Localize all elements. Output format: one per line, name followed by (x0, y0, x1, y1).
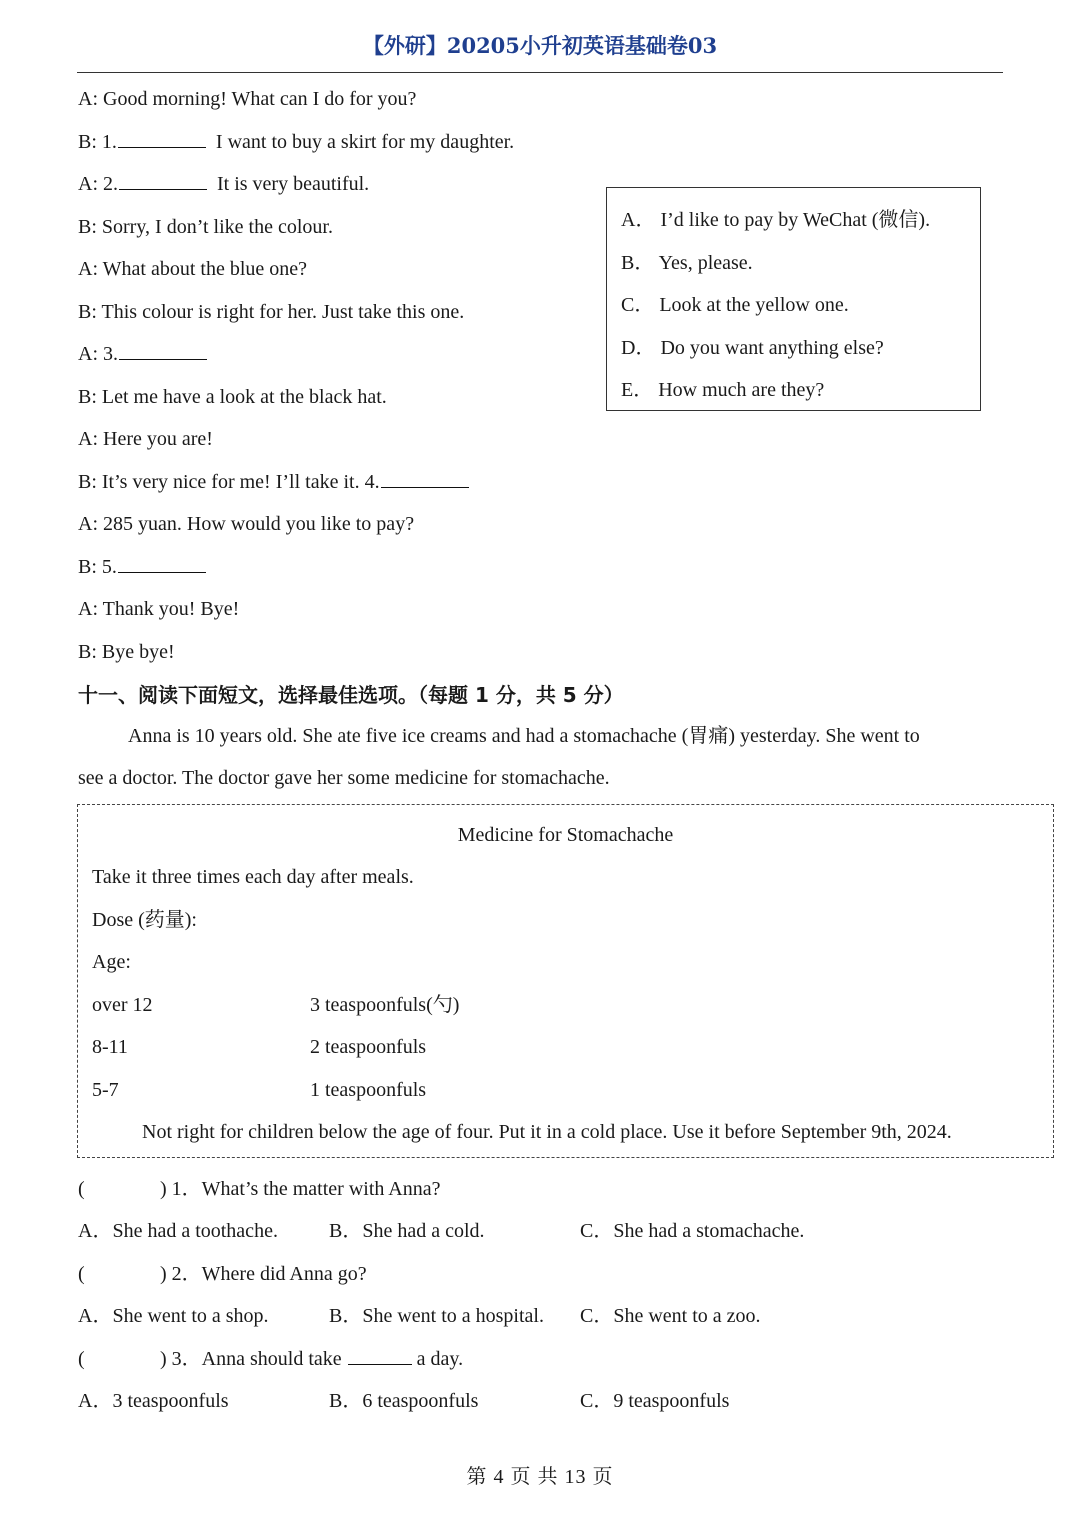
medicine-label-box (77, 804, 1054, 1158)
page-number: 第 4 页 共 13 页 (466, 1466, 614, 1488)
question-blank[interactable] (348, 1346, 412, 1365)
dialogue-line (78, 171, 369, 197)
dose-row-age: 8-11 (92, 1036, 128, 1058)
choice-c[interactable]: C．9 teaspoonfuls (580, 1390, 730, 1412)
dialogue-text: A: Thank you! Bye! (78, 598, 240, 620)
dialogue-text: A: Good morning! What can I do for you? (78, 88, 417, 110)
option-e (621, 373, 824, 402)
option-c (621, 288, 849, 317)
choice-a[interactable]: A．3 teaspoonfuls (78, 1390, 229, 1412)
answer-blank-4[interactable] (381, 469, 469, 488)
dialogue-line (78, 129, 514, 155)
medicine-note: Not right for children below the age of four. Put it in a cold place. Use it before September 9th, 2024. (142, 1121, 952, 1143)
medicine-instruction: Take it three times each day after meals. (92, 866, 414, 888)
dialogue-line (78, 426, 213, 452)
question-stem: ) 3．Anna should take (160, 1348, 342, 1370)
dose-row-amount: 3 teaspoonfuls(勺) (310, 994, 460, 1016)
dose-row-age: 5-7 (92, 1079, 119, 1101)
option-text: Do you want anything else? (660, 337, 884, 359)
dialogue-text: A: What about the blue one? (78, 258, 308, 280)
option-b (621, 246, 753, 275)
passage-line-2: see a doctor. The doctor gave her some medicine for stomachache. (78, 767, 610, 789)
option-letter: C． (621, 294, 655, 316)
dialogue-text: B: Bye bye! (78, 641, 175, 663)
dialogue-line (78, 86, 416, 112)
option-letter: D． (621, 337, 656, 359)
answer-blank-5[interactable] (118, 554, 206, 573)
dialogue-text: I want to buy a skirt for my daughter. (205, 131, 515, 153)
option-text: Look at the yellow one. (659, 294, 849, 316)
option-letter: E． (621, 379, 654, 401)
dialogue-text: A: Here you are! (78, 428, 213, 450)
dialogue-text: B: 1. (78, 131, 117, 153)
question-stem: ) 2．Where did Anna go? (160, 1263, 367, 1285)
dialogue-text: B: Sorry, I don’t like the colour. (78, 216, 333, 238)
option-d (621, 331, 884, 360)
option-text: Yes, please. (658, 252, 753, 274)
answer-paren[interactable]: ( (78, 1263, 85, 1285)
option-letter: B． (621, 252, 655, 274)
dialogue-text: B: This colour is right for her. Just take this one. (78, 301, 465, 323)
choice-b[interactable]: B．She went to a hospital. (329, 1305, 544, 1327)
question-stem: ) 1．What’s the matter with Anna? (160, 1178, 441, 1200)
question-1 (78, 1176, 440, 1202)
question-3 (78, 1346, 463, 1372)
options-box (606, 187, 981, 411)
dialogue-line (78, 554, 206, 580)
dialogue-text: A: 2. (78, 173, 118, 195)
dose-row-age: over 12 (92, 994, 153, 1016)
answer-paren[interactable]: ( (78, 1348, 85, 1370)
header-divider (77, 72, 1003, 73)
dialogue-text: A: 285 yuan. How would you like to pay? (78, 513, 415, 535)
dialogue-line (78, 639, 175, 665)
dialogue-text: It is very beautiful. (207, 173, 370, 195)
dialogue-text: B: Let me have a look at the black hat. (78, 386, 387, 408)
dialogue-line (78, 341, 207, 367)
option-letter: A． (621, 209, 656, 231)
option-text: How much are they? (658, 379, 825, 401)
dose-row-amount: 2 teaspoonfuls (310, 1036, 427, 1058)
dialogue-text: B: It’s very nice for me! I’ll take it. 4. (78, 471, 380, 493)
question-2 (78, 1261, 367, 1287)
dialogue-text: A: 3. (78, 343, 118, 365)
page-header-title: 【外研】20205小升初英语基础卷03 (362, 33, 718, 58)
dialogue-line (78, 214, 333, 240)
choice-b[interactable]: B．6 teaspoonfuls (329, 1390, 479, 1412)
answer-blank-1[interactable] (118, 129, 206, 148)
option-a (621, 203, 930, 232)
choice-b[interactable]: B．She had a cold. (329, 1220, 485, 1242)
choice-a[interactable]: A．She had a toothache. (78, 1220, 278, 1242)
dialogue-line (78, 256, 307, 282)
dialogue-line (78, 384, 387, 410)
choice-c[interactable]: C．She had a stomachache. (580, 1220, 805, 1242)
choice-a[interactable]: A．She went to a shop. (78, 1305, 269, 1327)
choice-c[interactable]: C．She went to a zoo. (580, 1305, 761, 1327)
section-title: 十一、阅读下面短文，选择最佳选项。（每题 1 分，共 5 分） (78, 683, 624, 707)
answer-blank-3[interactable] (119, 341, 207, 360)
answer-paren[interactable]: ( (78, 1178, 85, 1200)
medicine-title: Medicine for Stomachache (457, 824, 674, 846)
dose-row-amount: 1 teaspoonfuls (310, 1079, 427, 1101)
dose-label: Dose (药量): (92, 909, 197, 931)
dialogue-text: B: 5. (78, 556, 117, 578)
dialogue-line (78, 469, 469, 495)
dialogue-line (78, 511, 414, 537)
dialogue-line (78, 596, 239, 622)
option-text: I’d like to pay by WeChat (微信). (660, 209, 931, 231)
question-stem-end: a day. (416, 1348, 464, 1370)
age-label: Age: (92, 951, 131, 973)
passage-line-1: Anna is 10 years old. She ate five ice creams and had a stomachache (胃痛) yesterday. She went to (128, 725, 920, 747)
answer-blank-2[interactable] (119, 171, 207, 190)
dialogue-line (78, 299, 464, 325)
